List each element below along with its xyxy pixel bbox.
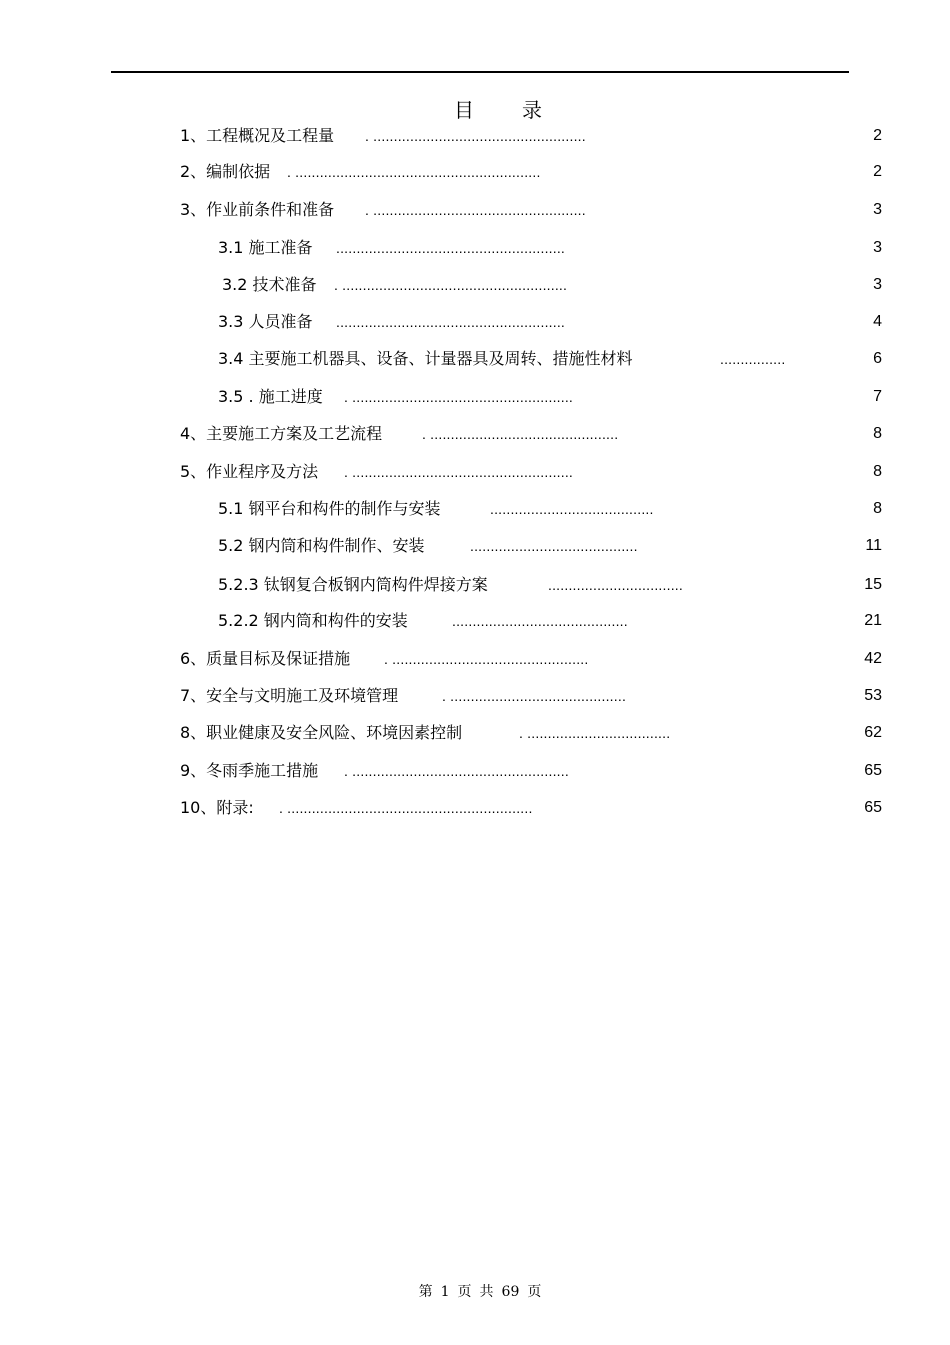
toc-entry-label: 1、工程概况及工程量: [180, 126, 335, 145]
toc-entry[interactable]: [0, 610, 950, 632]
toc-entry-label: 5.2 钢内筒和构件制作、安装: [218, 536, 425, 555]
toc-entry-leader: . ......................................................: [344, 389, 574, 405]
toc-entry-leader: ................: [720, 351, 786, 367]
toc-entry-page: 65: [864, 762, 882, 779]
toc-title-left: 目: [454, 98, 474, 122]
toc-entry-leader: .................................: [548, 577, 683, 593]
footer-prefix: 第: [418, 1284, 433, 1300]
toc-entry-leader: . ....................................................: [365, 202, 586, 218]
toc-entry-label: 9、冬雨季施工措施: [180, 761, 319, 780]
toc-entry-page: 8: [873, 463, 882, 480]
toc-entry-label: 3、作业前条件和准备: [180, 200, 335, 219]
toc-entry-page: 3: [873, 201, 882, 218]
toc-entry-label: 5.2.3 钛钢复合板钢内筒构件焊接方案: [218, 575, 488, 594]
toc-entry-page: 65: [864, 799, 882, 816]
toc-entry-leader: . .......................................................: [334, 277, 568, 293]
toc-entry[interactable]: [0, 237, 950, 259]
toc-entry-label: 5.2.2 钢内筒和构件的安装: [218, 611, 408, 630]
toc-entry-page: 11: [865, 537, 882, 554]
toc-entry-page: 8: [873, 425, 882, 442]
toc-entry[interactable]: [0, 161, 950, 183]
toc-entry-page: 4: [873, 313, 882, 330]
toc-entry[interactable]: [0, 274, 950, 296]
toc-entry-label: 3.1 施工准备: [218, 238, 313, 257]
toc-entry-leader: . ................................................: [384, 651, 589, 667]
toc-entry-label: 8、职业健康及安全风险、环境因素控制: [180, 723, 463, 742]
toc-entry-page: 21: [864, 612, 882, 629]
toc-entry-label: 6、质量目标及保证措施: [180, 649, 351, 668]
toc-entry-page: 8: [873, 500, 882, 517]
toc-entry[interactable]: [0, 461, 950, 483]
toc-entry-leader: ........................................................: [336, 240, 566, 256]
toc-entry-leader: . ...........................................: [442, 688, 627, 704]
toc-entry-label: 3.3 人员准备: [218, 312, 313, 331]
toc-entry-label: 4、主要施工方案及工艺流程: [180, 424, 383, 443]
toc-entry[interactable]: [0, 574, 950, 596]
toc-entry-leader: . .....................................................: [344, 763, 569, 779]
footer-suffix: 页: [527, 1284, 542, 1300]
toc-entry-label: 7、安全与文明施工及环境管理: [180, 686, 399, 705]
toc-title: [0, 94, 950, 123]
toc-entry[interactable]: [0, 125, 950, 147]
footer-total-pages: 69: [501, 1284, 520, 1300]
toc-entry-label: 5.1 钢平台和构件的制作与安装: [218, 499, 441, 518]
toc-entry-page: 42: [864, 650, 882, 667]
toc-entry-leader: . ....................................................: [365, 128, 586, 144]
page-footer: [0, 1281, 950, 1301]
toc-entry[interactable]: [0, 498, 950, 520]
toc-entry[interactable]: [0, 648, 950, 670]
toc-entry-leader: . ......................................................: [344, 464, 574, 480]
toc-entry-label: 2、编制依据: [180, 162, 271, 181]
toc-entry-page: 53: [864, 687, 882, 704]
toc-entry-leader: ........................................: [490, 501, 654, 517]
footer-page-word: 页: [457, 1284, 472, 1300]
toc-entry-leader: . ............................................................: [279, 800, 533, 816]
toc-entry-page: 3: [873, 276, 882, 293]
toc-entry-page: 15: [864, 576, 882, 593]
header-rule: [111, 71, 849, 73]
toc-entry-label: 5、作业程序及方法: [180, 462, 319, 481]
toc-entry[interactable]: [0, 386, 950, 408]
toc-entry-page: 2: [873, 163, 882, 180]
toc-entry-leader: . ............................................................: [287, 164, 541, 180]
toc-entry-label: 3.5 . 施工进度: [218, 387, 323, 406]
toc-entry[interactable]: [0, 685, 950, 707]
toc-entry[interactable]: [0, 797, 950, 819]
toc-entry[interactable]: [0, 535, 950, 557]
toc-entry[interactable]: [0, 348, 950, 370]
toc-entry-leader: ........................................................: [336, 314, 566, 330]
toc-entry-label: 3.4 主要施工机器具、设备、计量器具及周转、措施性材料: [218, 349, 633, 368]
toc-entry[interactable]: [0, 311, 950, 333]
toc-entry-page: 7: [873, 388, 882, 405]
toc-title-right: 录: [522, 98, 542, 122]
toc-entry-page: 3: [873, 239, 882, 256]
toc-entry-leader: . ...................................: [519, 725, 671, 741]
toc-entry-page: 2: [873, 127, 882, 144]
toc-entry-page: 6: [873, 350, 882, 367]
toc-entry-leader: ...........................................: [452, 613, 628, 629]
toc-entry[interactable]: [0, 722, 950, 744]
toc-entry[interactable]: [0, 760, 950, 782]
footer-current-page: 1: [440, 1284, 450, 1300]
toc-entry[interactable]: [0, 423, 950, 445]
toc-entry-leader: .........................................: [470, 538, 638, 554]
footer-total-word: 共: [479, 1284, 494, 1300]
toc-entry-label: 10、附录:: [180, 798, 254, 817]
toc-entry[interactable]: [0, 199, 950, 221]
toc-entry-label: 3.2 技术准备: [222, 275, 317, 294]
toc-entry-leader: . ..............................................: [422, 426, 619, 442]
toc-entry-page: 62: [864, 724, 882, 741]
